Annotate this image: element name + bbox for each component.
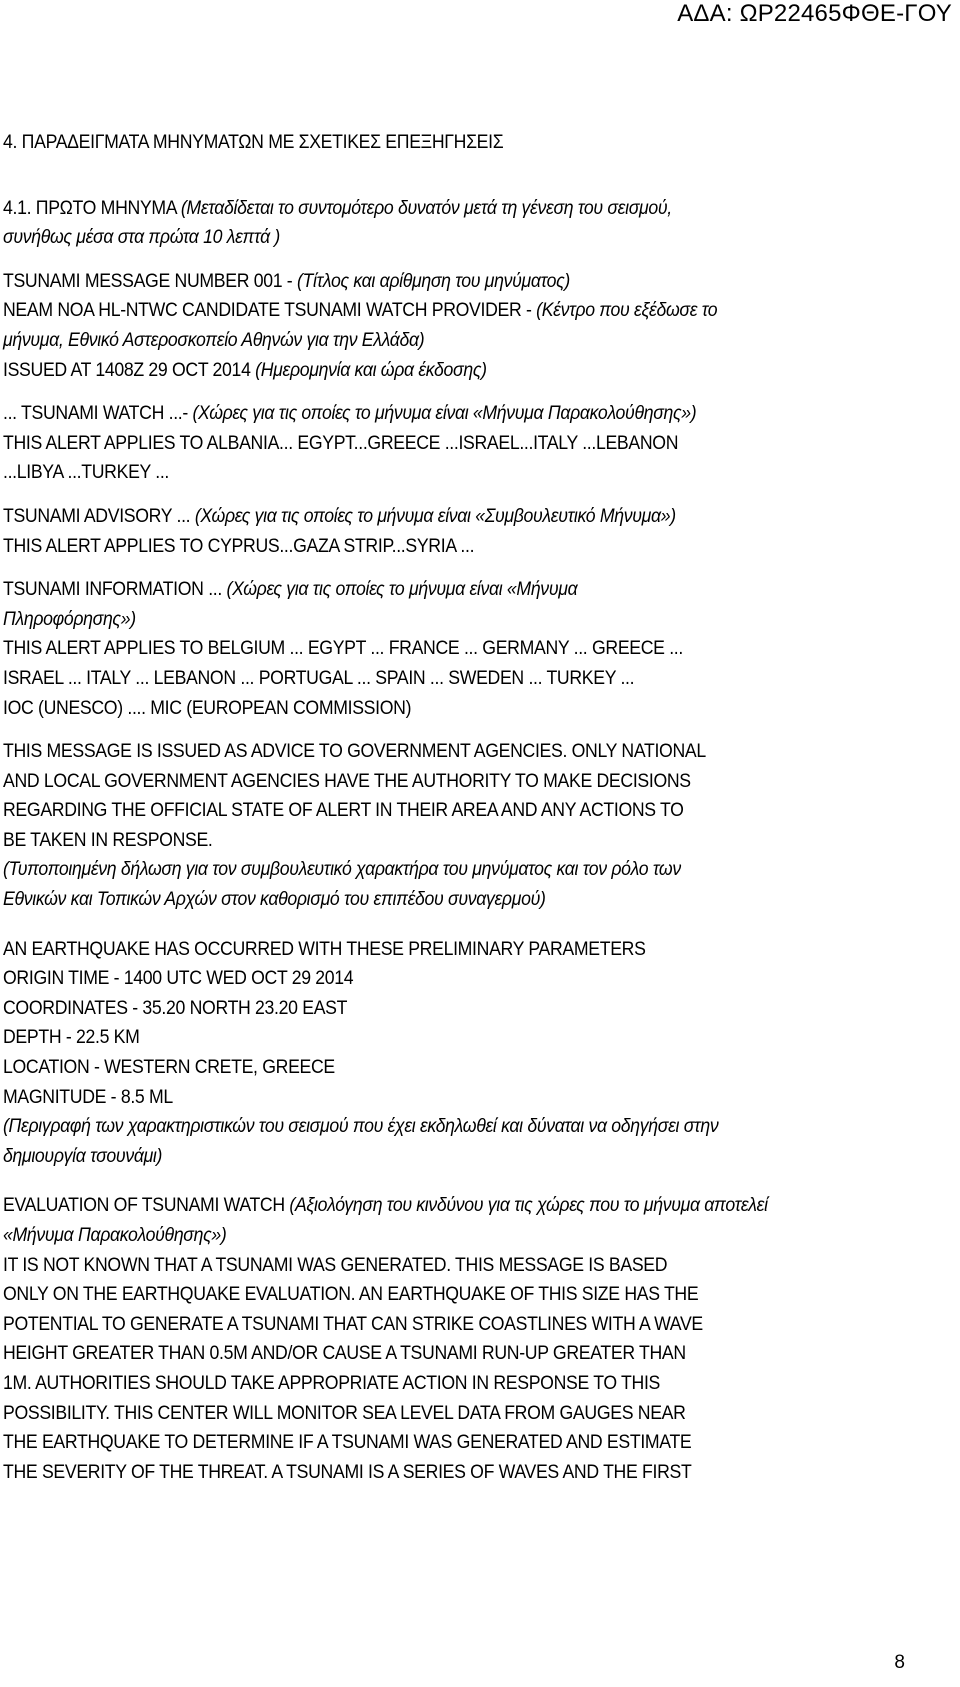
ada-code: ΑΔΑ: ΩΡ22465ΦΘΕ-ΓΟΥ (677, 0, 952, 27)
evaluation-line (3, 1191, 952, 1221)
evaluation-9: THE EARTHQUAKE TO DETERMINE IF A TSUNAMI WAS GENERATED AND ESTIMATE (3, 1432, 692, 1454)
evaluation-title: EVALUATION OF TSUNAMI WATCH (3, 1195, 290, 1217)
quake-magnitude: MAGNITUDE - 8.5 ML (3, 1086, 173, 1108)
advisory-line (3, 502, 952, 532)
advice-4: BE TAKEN IN RESPONSE. (3, 829, 213, 851)
provider-note-cont: μήνυμα, Εθνικό Αστεροσκοπείο Αθηνών για την Ελλάδα) (3, 329, 425, 351)
document-body (3, 128, 952, 1487)
evaluation-note-cont: «Μήνυμα Παρακολούθησης») (3, 1225, 227, 1246)
watch-title: ... TSUNAMI WATCH ...- (3, 403, 193, 425)
quake-note-2: δημιουργία τσουνάμι) (3, 1145, 163, 1167)
message-title: TSUNAMI MESSAGE NUMBER 001 - (3, 270, 297, 292)
information-note: (Χώρες για τις οποίες το μήνυμα είναι «Μήνυμα (226, 579, 578, 601)
issued: ISSUED AT 1408Z 29 OCT 2014 (3, 359, 256, 381)
watch-countries: THIS ALERT APPLIES TO ALBANIA... EGYPT...GREECE ...ISRAEL...ITALY ...LEBANON (3, 432, 679, 454)
quake-coordinates: COORDINATES - 35.20 NORTH 23.20 EAST (3, 997, 348, 1019)
subsection-note: (Μεταδίδεται το συντομότερο δυνατόν μετά τη γένεση του σεισμού, (180, 197, 672, 219)
information-countries-2: ISRAEL ... ITALY ... LEBANON ... PORTUGAL ... SPAIN ... SWEDEN ... TURKEY ... (3, 667, 635, 689)
advisory-title: TSUNAMI ADVISORY ... (3, 505, 195, 527)
message-title-line (3, 267, 952, 297)
watch-note: (Χώρες για τις οποίες το μήνυμα είναι «Μήνυμα Παρακολούθησης») (192, 403, 697, 425)
quake-origin-time: ORIGIN TIME - 1400 UTC WED OCT 29 2014 (3, 968, 354, 990)
advice-3: REGARDING THE OFFICIAL STATE OF ALERT IN THEIR AREA AND ANY ACTIONS TO (3, 800, 684, 822)
advice-2: AND LOCAL GOVERNMENT AGENCIES HAVE THE AUTHORITY TO MAKE DECISIONS (3, 770, 691, 792)
provider: NEAM NOA HL-NTWC CANDIDATE TSUNAMI WATCH PROVIDER - (3, 300, 537, 322)
issued-line (3, 356, 952, 386)
subsection-note-cont: συνήθως μέσα στα πρώτα 10 λεπτά ) (3, 227, 280, 249)
provider-line (3, 296, 952, 326)
message-title-note: (Τίτλος και αρίθμηση του μηνύματος) (296, 270, 570, 292)
subsection-title: 4.1. ΠΡΩΤΟ ΜΗΝΥΜΑ (3, 197, 181, 219)
advice-note-1: (Τυποποιημένη δήλωση για τον συμβουλευτικό χαρακτήρα του μηνύματος και τον ρόλο των (3, 859, 681, 881)
advisory-countries: THIS ALERT APPLIES TO CYPRUS...GAZA STRIP...SYRIA ... (3, 535, 475, 557)
quake-location: LOCATION - WESTERN CRETE, GREECE (3, 1057, 335, 1079)
watch-line (3, 399, 952, 429)
evaluation-7: 1M. AUTHORITIES SHOULD TAKE APPROPRIATE ACTION IN RESPONSE TO THIS (3, 1372, 661, 1394)
information-countries-3: IOC (UNESCO) .... MIC (EUROPEAN COMMISSION) (3, 697, 412, 719)
evaluation-3: IT IS NOT KNOWN THAT A TSUNAMI WAS GENERATED. THIS MESSAGE IS BASED (3, 1254, 668, 1276)
quake-note-1: (Περιγραφή των χαρακτηριστικών του σεισμού που έχει εκδηλωθεί και δύναται να οδηγήσει στην (3, 1116, 719, 1138)
evaluation-8: POSSIBILITY. THIS CENTER WILL MONITOR SEA LEVEL DATA FROM GAUGES NEAR (3, 1402, 686, 1424)
evaluation-note: (Αξιολόγηση του κινδύνου για τις χώρες που το μήνυμα αποτελεί (289, 1195, 768, 1217)
evaluation-5: POTENTIAL TO GENERATE A TSUNAMI THAT CAN STRIKE COASTLINES WITH A WAVE (3, 1313, 703, 1335)
information-title: TSUNAMI INFORMATION ... (3, 579, 227, 601)
subsection-heading (3, 194, 952, 224)
information-countries-1: THIS ALERT APPLIES TO BELGIUM ... EGYPT ... FRANCE ... GERMANY ... GREECE ... (3, 638, 683, 660)
section-heading: 4. ΠΑΡΑΔΕΙΓΜΑΤΑ ΜΗΝΥΜΑΤΩΝ ΜΕ ΣΧΕΤΙΚΕΣ ΕΠΕΞΗΓΗΣΕΙΣ (3, 132, 504, 153)
quake-depth: DEPTH - 22.5 KM (3, 1027, 140, 1049)
page-number: 8 (894, 1652, 905, 1673)
evaluation-10: THE SEVERITY OF THE THREAT. A TSUNAMI IS A SERIES OF WAVES AND THE FIRST (3, 1461, 692, 1483)
watch-countries-cont: ...LIBYA ...TURKEY ... (3, 462, 170, 484)
provider-note: (Κέντρο που εξέδωσε το (536, 300, 718, 322)
advice-1: THIS MESSAGE IS ISSUED AS ADVICE TO GOVERNMENT AGENCIES. ONLY NATIONAL (3, 741, 706, 763)
information-line (3, 575, 952, 605)
advice-note-2: Εθνικών και Τοπικών Αρχών στον καθορισμό του επιπέδου συναγερμού) (3, 889, 546, 911)
evaluation-4: ONLY ON THE EARTHQUAKE EVALUATION. AN EARTHQUAKE OF THIS SIZE HAS THE (3, 1284, 699, 1306)
quake-1: AN EARTHQUAKE HAS OCCURRED WITH THESE PRELIMINARY PARAMETERS (3, 938, 646, 960)
evaluation-6: HEIGHT GREATER THAN 0.5M AND/OR CAUSE A TSUNAMI RUN-UP GREATER THAN (3, 1343, 686, 1365)
advisory-note: (Χώρες για τις οποίες το μήνυμα είναι «Συμβουλευτικό Μήνυμα») (194, 505, 676, 527)
issued-note: (Ημερομηνία και ώρα έκδοσης) (255, 359, 487, 381)
information-note-cont: Πληροφόρησης») (3, 608, 136, 630)
